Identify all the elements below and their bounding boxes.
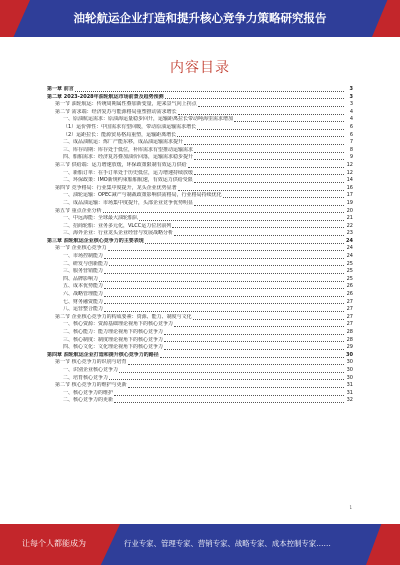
toc-leader-dots — [194, 159, 344, 160]
toc-entry[interactable] — [47, 116, 353, 124]
toc-leader-dots — [194, 152, 344, 153]
toc-leader-dots — [164, 341, 344, 342]
toc-entry[interactable] — [47, 299, 353, 307]
toc-entry-page: 24 — [346, 245, 353, 252]
toc-entry-page: 25 — [346, 268, 353, 275]
toc-entry-page: 3 — [349, 101, 353, 108]
toc-entry-text: 七、财务融资能力 — [63, 298, 104, 305]
toc-entry[interactable] — [47, 314, 353, 322]
toc-leader-dots — [164, 349, 344, 350]
toc-entry[interactable] — [47, 261, 353, 269]
toc-entry-text: 第一节 核心竞争力的识别与培育 — [55, 359, 127, 366]
toc-leader-dots — [145, 243, 344, 244]
toc-entry-text: 第一节 企业核心竞争力 — [55, 245, 107, 252]
header-bar — [0, 0, 400, 37]
toc-entry-page: 23 — [346, 230, 353, 237]
toc-entry-text: 一、市场控制能力 — [63, 253, 104, 260]
toc-entry-text: 第二章 2023-2028年油轮航运市场前景及趋势预测 — [47, 93, 164, 100]
toc-entry-page: 19 — [346, 199, 353, 206]
footer-bar — [0, 524, 400, 565]
toc-leader-dots — [198, 106, 344, 107]
toc-entry-page: 26 — [346, 291, 353, 298]
toc-entry[interactable] — [47, 268, 353, 276]
toc-entry-page: 17 — [346, 192, 353, 199]
toc-entry[interactable] — [47, 185, 353, 193]
toc-entry-text: 二、培育核心竞争力 — [63, 374, 109, 381]
toc-leader-dots — [165, 98, 344, 99]
toc-entry-page: 26 — [346, 283, 353, 290]
toc-entry[interactable] — [47, 170, 353, 178]
toc-entry-page: 32 — [346, 397, 353, 404]
toc-leader-dots — [160, 357, 344, 358]
footer-slogan: 让每个人都能成为 — [22, 539, 86, 548]
toc-entry-text: 三、服务营销能力 — [63, 268, 104, 275]
toc-entry-text: 四、船舶需求：经济复苏叠加油价回落，运输需求稳步提升 — [63, 154, 194, 161]
toc-entry[interactable] — [47, 276, 353, 284]
table-of-contents — [47, 86, 353, 405]
toc-leader-dots — [99, 281, 344, 282]
toc-entry-text: 第二节 企业核心竞争力的构成要素：资源、能力、制度与文化 — [55, 313, 192, 320]
toc-leader-dots — [234, 121, 344, 122]
toc-entry[interactable] — [47, 230, 353, 238]
toc-entry[interactable] — [47, 109, 353, 117]
toc-entry[interactable] — [47, 192, 353, 200]
footer-accent-right — [366, 524, 400, 565]
toc-entry-text: 一、核心竞争力的维护 — [63, 389, 114, 396]
toc-entry-page: 20 — [346, 207, 353, 214]
toc-entry-page: 12 — [346, 161, 353, 168]
toc-entry-text: 二、成品油航运：炼厂产能东移，成品油运输需求提升 — [63, 139, 184, 146]
toc-entry[interactable] — [47, 367, 353, 375]
toc-entry-text: 六、战略管理能力 — [63, 291, 104, 298]
toc-entry[interactable] — [47, 162, 353, 170]
toc-leader-dots — [194, 205, 344, 206]
toc-entry-page: 27 — [346, 298, 353, 305]
toc-entry-text: 第二节 核心竞争力的维护与更新 — [55, 382, 127, 389]
toc-entry-text: 二、成品油运输：市场集中度提升，头部企业竞争优势明显 — [63, 199, 194, 206]
toc-entry-text: 四、核心文化：文化理论视角下的核心竞争力 — [63, 344, 164, 351]
toc-entry-text: 二、核心能力：能力理论视角下的核心竞争力 — [63, 329, 164, 335]
toc-entry-page: 27 — [346, 313, 353, 320]
toc-entry-text: 第一节 油轮航运：传统周期属性叠加新变量，迎来景气向上拐点 — [55, 101, 197, 108]
toc-leader-dots — [178, 190, 344, 191]
toc-entry-text: 一、核心资源：资源基础理论视角下的核心竞争力 — [63, 321, 174, 328]
toc-entry-page: 3 — [349, 93, 353, 100]
toc-entry-page: 6 — [349, 123, 353, 130]
toc-entry-text: 第一章 前言 — [47, 86, 74, 92]
toc-leader-dots — [119, 372, 344, 373]
toc-leader-dots — [139, 220, 344, 221]
toc-entry-text: 第四章 油轮航运企业打造和提升核心竞争力的路径 — [47, 351, 159, 358]
toc-entry-page: 30 — [346, 374, 353, 381]
toc-entry[interactable] — [47, 382, 353, 390]
toc-entry-text: 第五节 重点企业分析 — [55, 207, 102, 214]
toc-title: 内容目录 — [170, 60, 230, 76]
toc-entry-page: 31 — [346, 389, 353, 396]
page-number: 1 — [349, 505, 352, 510]
toc-leader-dots — [164, 334, 344, 335]
toc-entry-text: 第四节 竞争格局：行业集中度提升，龙头企业优势显著 — [55, 184, 177, 191]
header-accent-left — [0, 0, 30, 37]
toc-entry[interactable] — [47, 344, 353, 352]
toc-entry-page: 31 — [346, 382, 353, 389]
toc-entry[interactable] — [47, 86, 353, 94]
toc-entry-page: 28 — [346, 329, 353, 335]
toc-entry-page: 21 — [346, 215, 353, 222]
toc-leader-dots — [108, 250, 344, 251]
toc-entry[interactable] — [47, 238, 353, 246]
toc-entry-page: 6 — [349, 131, 353, 138]
toc-entry-text: 二、研发与创新能力 — [63, 260, 109, 267]
toc-entry-page: 3 — [349, 86, 353, 92]
toc-entry[interactable] — [47, 390, 353, 398]
toc-entry[interactable] — [47, 94, 353, 102]
toc-leader-dots — [188, 167, 344, 168]
report-title: 油轮航运企业打造和提升核心竞争力策略研究报告 — [73, 11, 327, 25]
toc-entry[interactable] — [47, 154, 353, 162]
toc-entry-page: 24 — [346, 237, 353, 244]
toc-entry[interactable] — [47, 329, 353, 337]
toc-leader-dots — [178, 114, 344, 115]
toc-entry[interactable] — [47, 147, 353, 155]
toc-entry-page: 30 — [346, 351, 353, 358]
toc-entry-text: 一、油轮运输：OPEC减产与制裁政策影响供需格局，行业格局持续优化 — [63, 192, 222, 199]
toc-entry-text: 五、成本优势能力 — [63, 283, 104, 290]
toc-entry-page: 25 — [346, 260, 353, 267]
toc-entry-text: 一、中远海能：全球最大油轮船队 — [63, 215, 139, 222]
toc-entry-text: 一、识别企业核心竞争力 — [63, 366, 119, 373]
toc-entry-text: （2）运距拉长：能源贸易格局重塑，运输距离增长 — [63, 131, 177, 138]
toc-entry-page: 27 — [346, 321, 353, 328]
toc-entry-text: 第三章 油轮航运企业核心竞争力的主要表现 — [47, 237, 144, 244]
toc-entry-text: 第二节 需求端：经济复苏与能源格局重塑推动需求增长 — [55, 108, 177, 115]
toc-leader-dots — [184, 144, 344, 145]
toc-entry-page: 30 — [346, 359, 353, 366]
toc-entry-text: 第三节 供给端：运力增速放缓，环保政策限制有效运力供给 — [55, 161, 187, 168]
toc-entry[interactable] — [47, 352, 353, 360]
toc-leader-dots — [128, 364, 344, 365]
toc-entry-page: 27 — [346, 306, 353, 313]
toc-entry-text: 三、核心制度：制度理论视角下的核心竞争力 — [63, 336, 164, 343]
toc-leader-dots — [223, 197, 344, 198]
toc-leader-dots — [104, 258, 344, 259]
toc-leader-dots — [172, 227, 344, 228]
toc-leader-dots — [104, 303, 344, 304]
toc-entry-page: 24 — [346, 253, 353, 260]
toc-leader-dots — [75, 91, 344, 92]
toc-entry[interactable] — [47, 306, 353, 314]
toc-leader-dots — [104, 311, 344, 312]
toc-entry-page: 30 — [346, 366, 353, 373]
toc-entry[interactable] — [47, 101, 353, 109]
toc-entry[interactable] — [47, 359, 353, 367]
toc-entry-page: 22 — [346, 222, 353, 229]
toc-entry-text: （1）运价弹性：中国需求有望回暖，带动原油运输需求增长 — [63, 123, 197, 130]
toc-entry[interactable] — [47, 321, 353, 329]
toc-entry[interactable] — [47, 124, 353, 132]
toc-entry[interactable] — [47, 291, 353, 299]
toc-entry-page: 29 — [346, 344, 353, 351]
toc-entry[interactable] — [47, 253, 353, 261]
toc-entry[interactable] — [47, 132, 353, 140]
toc-entry-page: 4 — [349, 116, 353, 123]
toc-entry[interactable] — [47, 208, 353, 216]
toc-leader-dots — [197, 129, 344, 130]
toc-entry[interactable] — [47, 245, 353, 253]
toc-entry-text: 一、原油航运需求：原油海运量稳步回升，运输距离拉长带动吨海里需求增加 — [63, 116, 234, 123]
toc-entry[interactable] — [47, 139, 353, 147]
toc-entry-page: 16 — [346, 184, 353, 191]
toc-entry-text: 四、品牌影响力 — [63, 275, 99, 282]
toc-entry-text: 八、运营整合能力 — [63, 306, 104, 313]
toc-entry[interactable] — [47, 375, 353, 383]
toc-entry[interactable] — [47, 223, 353, 231]
toc-entry-page: 9 — [349, 154, 353, 161]
toc-entry[interactable] — [47, 337, 353, 345]
toc-entry[interactable] — [47, 200, 353, 208]
toc-entry-text: 二、环保政策：IMO新规约束船舶航速，有效运力供给受限 — [63, 177, 193, 184]
toc-entry-text: 三、海外企业：行业龙头企业经营与发展战略分析 — [63, 230, 174, 237]
toc-leader-dots — [174, 235, 344, 236]
toc-entry[interactable] — [47, 283, 353, 291]
toc-entry-page: 12 — [346, 169, 353, 176]
toc-leader-dots — [177, 136, 344, 137]
toc-entry-text: 三、库存周期：库存处于低位，补库需求有望推动运输需求 — [63, 146, 194, 153]
toc-entry-page: 25 — [346, 275, 353, 282]
toc-leader-dots — [193, 319, 344, 320]
toc-entry-page: 7 — [349, 139, 353, 146]
toc-entry-text: 二、核心竞争力的更新 — [63, 397, 114, 404]
toc-entry-page: 28 — [346, 336, 353, 343]
toc-entry[interactable] — [47, 397, 353, 405]
toc-leader-dots — [114, 402, 344, 403]
toc-leader-dots — [194, 174, 344, 175]
header-accent-right — [372, 0, 400, 37]
toc-leader-dots — [103, 212, 344, 213]
toc-entry-page: 14 — [346, 177, 353, 184]
toc-leader-dots — [104, 288, 344, 289]
toc-leader-dots — [174, 326, 344, 327]
footer-roles: 行业专家、管理专家、营销专家、战略专家、成本控制专家…… — [124, 539, 331, 548]
toc-leader-dots — [104, 273, 344, 274]
toc-entry[interactable] — [47, 215, 353, 223]
toc-entry[interactable] — [47, 177, 353, 185]
toc-leader-dots — [114, 395, 344, 396]
toc-leader-dots — [194, 182, 344, 183]
toc-entry-text: 二、招商轮船：业务多元化，VLCC运力位居前列 — [63, 222, 172, 229]
toc-entry-page: 8 — [349, 146, 353, 153]
toc-entry-text: 一、新船订单：在手订单处于历史低位，运力增速持续放缓 — [63, 169, 194, 176]
toc-leader-dots — [128, 387, 344, 388]
toc-entry-page: 4 — [349, 108, 353, 115]
toc-leader-dots — [109, 265, 344, 266]
toc-leader-dots — [104, 296, 344, 297]
toc-leader-dots — [109, 379, 344, 380]
